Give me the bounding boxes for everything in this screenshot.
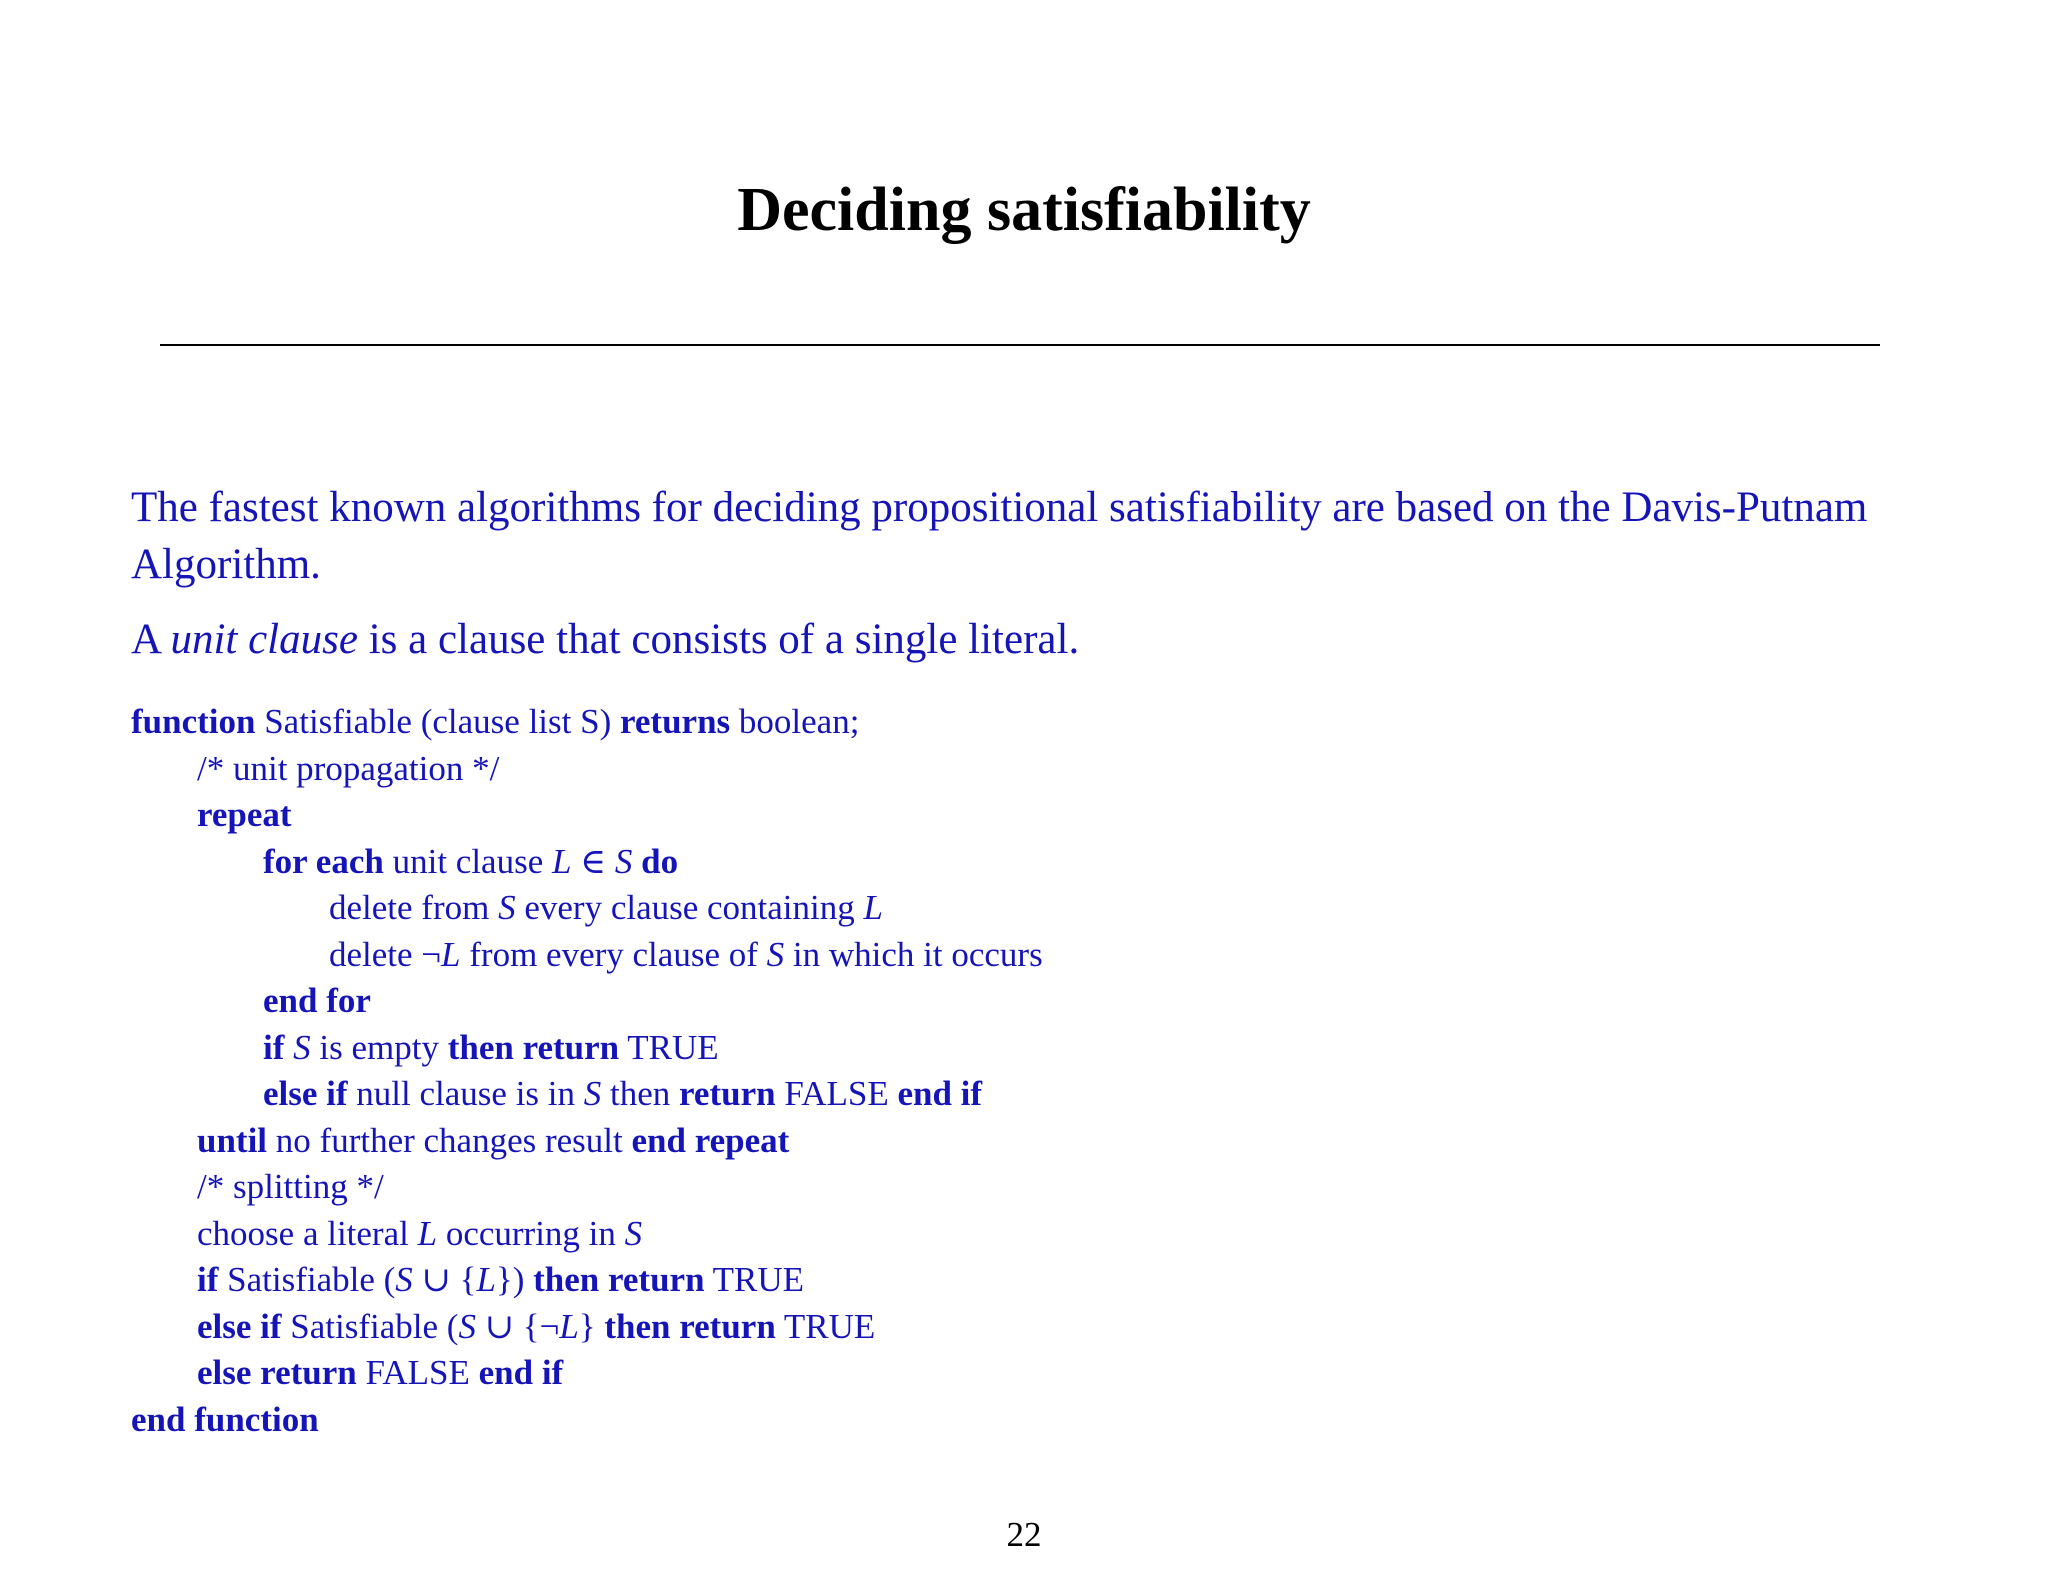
math-variable: L bbox=[863, 888, 883, 927]
definition-text: is a clause that consists of a single literal. bbox=[357, 616, 1080, 663]
code-line-end-function bbox=[131, 1397, 1931, 1444]
math-variable: S bbox=[583, 1074, 602, 1113]
code-text bbox=[632, 842, 641, 881]
code-comment-unit-propagation bbox=[131, 746, 1931, 793]
math-variable: S bbox=[395, 1260, 413, 1299]
slide-title: Deciding satisfiability bbox=[737, 176, 1311, 244]
code-text: delete ¬ bbox=[329, 934, 442, 974]
code-line-if-satisfiable bbox=[131, 1257, 1931, 1304]
code-line-delete-negation bbox=[131, 932, 1931, 979]
keyword: returns bbox=[619, 702, 731, 741]
keyword: end if bbox=[478, 1353, 564, 1392]
code-text: choose a literal bbox=[197, 1213, 418, 1253]
keyword: do bbox=[641, 841, 679, 881]
code-text: TRUE bbox=[775, 1306, 876, 1346]
code-text: /* splitting */ bbox=[197, 1167, 384, 1206]
keyword: end if bbox=[897, 1074, 983, 1113]
math-variable: L bbox=[476, 1260, 496, 1299]
code-line-if-empty bbox=[131, 1025, 1931, 1072]
page-number: 22 bbox=[1006, 1515, 1042, 1554]
math-variable: L bbox=[441, 934, 461, 974]
math-variable: S bbox=[458, 1306, 476, 1346]
code-text: Satisfiable ( bbox=[281, 1306, 459, 1346]
code-line-choose-literal bbox=[131, 1211, 1931, 1258]
code-text: no further changes result bbox=[267, 1120, 632, 1160]
keyword: until bbox=[197, 1120, 268, 1160]
code-line-function bbox=[131, 699, 1931, 746]
math-variable: L bbox=[417, 1213, 438, 1253]
code-comment-splitting bbox=[131, 1164, 1931, 1211]
code-text: ∈ bbox=[571, 841, 615, 881]
code-text bbox=[284, 1028, 293, 1067]
keyword: end for bbox=[263, 981, 371, 1020]
code-line-else-if-null bbox=[131, 1071, 1931, 1118]
math-variable: L bbox=[559, 1306, 579, 1346]
code-text: /* unit propagation */ bbox=[197, 748, 500, 788]
keyword: for each bbox=[263, 841, 384, 881]
code-text: Satisfiable (clause list S) bbox=[255, 702, 620, 741]
keyword: then return bbox=[604, 1306, 776, 1346]
code-text: is empty bbox=[310, 1027, 448, 1067]
code-text: from every clause of bbox=[460, 934, 767, 974]
code-line-until bbox=[131, 1118, 1931, 1165]
definition-text: A bbox=[131, 616, 171, 663]
code-text: Satisfiable ( bbox=[218, 1260, 396, 1299]
code-text: TRUE bbox=[619, 1027, 719, 1067]
code-text: then bbox=[601, 1074, 680, 1113]
code-text: every clause containing bbox=[515, 888, 864, 927]
keyword: function bbox=[131, 702, 256, 741]
keyword: if bbox=[263, 1027, 285, 1067]
keyword: end function bbox=[131, 1399, 319, 1439]
code-text: FALSE bbox=[775, 1074, 898, 1113]
code-text: }) bbox=[495, 1260, 534, 1299]
code-line-else-if-satisfiable bbox=[131, 1304, 1931, 1351]
math-variable: S bbox=[498, 888, 516, 927]
keyword: then return bbox=[533, 1260, 705, 1299]
keyword: return bbox=[679, 1074, 776, 1113]
definition-term: unit clause bbox=[170, 616, 358, 663]
code-text: ∪ { bbox=[412, 1260, 477, 1299]
keyword: then return bbox=[447, 1027, 620, 1067]
code-text: boolean; bbox=[730, 702, 860, 741]
code-line-for-each bbox=[131, 839, 1931, 886]
code-text: } bbox=[578, 1306, 605, 1346]
code-text: TRUE bbox=[704, 1260, 805, 1299]
keyword: else if bbox=[197, 1306, 282, 1346]
code-line-end-for bbox=[131, 978, 1931, 1025]
title-divider bbox=[160, 344, 1880, 346]
code-text: occurring in bbox=[437, 1213, 625, 1253]
keyword: else if bbox=[263, 1074, 348, 1113]
code-text: in which it occurs bbox=[784, 934, 1043, 974]
math-variable: S bbox=[624, 1213, 643, 1253]
keyword: else return bbox=[197, 1353, 357, 1392]
algorithm-listing bbox=[131, 699, 1931, 1443]
math-variable: S bbox=[614, 841, 633, 881]
intro-paragraph: The fastest known algorithms for deciding propositional satisfiability are based on the Davis-Putnam Algorithm. bbox=[131, 484, 1868, 588]
code-line-else-return bbox=[131, 1350, 1931, 1397]
math-variable: L bbox=[552, 841, 572, 881]
code-text: delete from bbox=[329, 888, 499, 927]
code-line-repeat bbox=[131, 792, 1931, 839]
code-text: FALSE bbox=[356, 1353, 479, 1392]
unit-clause-definition bbox=[131, 611, 1931, 668]
keyword: end repeat bbox=[631, 1120, 790, 1160]
keyword: if bbox=[197, 1260, 219, 1299]
code-line-delete-clauses bbox=[131, 885, 1931, 932]
math-variable: S bbox=[293, 1027, 311, 1067]
code-text: unit clause bbox=[383, 841, 552, 881]
math-variable: S bbox=[766, 934, 785, 974]
code-text: ∪ {¬ bbox=[475, 1306, 560, 1346]
keyword: repeat bbox=[197, 795, 292, 834]
code-text: null clause is in bbox=[347, 1074, 584, 1113]
